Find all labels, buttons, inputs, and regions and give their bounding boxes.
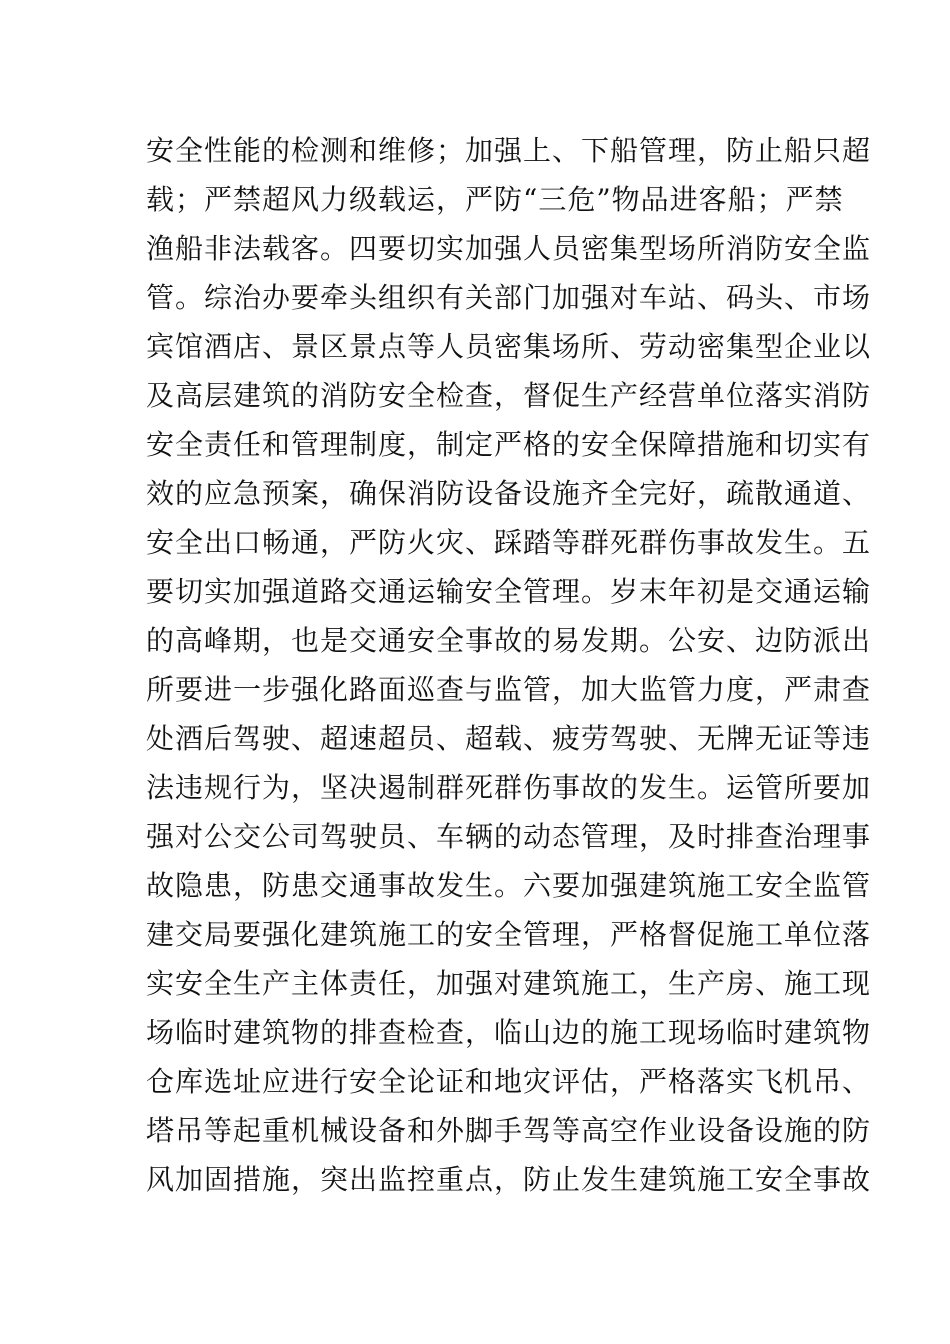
text-line: 故隐患，防患交通事故发生。六要加强建筑施工安全监管 bbox=[146, 869, 872, 902]
text-line: 安全责任和管理制度，制定严格的安全保障措施和切实有 bbox=[146, 428, 872, 461]
text-line: 所要进一步强化路面巡查与监管，加大监管力度，严肃查 bbox=[146, 673, 872, 706]
text-line: 管。综治办要牵头组织有关部门加强对车站、码头、市场 bbox=[146, 281, 872, 314]
text-line: 仓库选址应进行安全论证和地灾评估，严格落实飞机吊、 bbox=[146, 1065, 872, 1098]
text-line: 安全性能的检测和维修；加强上、下船管理，防止船只超 bbox=[146, 134, 872, 167]
text-line: 塔吊等起重机械设备和外脚手驾等高空作业设备设施的防 bbox=[146, 1114, 872, 1147]
text-line: 建交局要强化建筑施工的安全管理，严格督促施工单位落 bbox=[146, 918, 872, 951]
text-line: 法违规行为，坚决遏制群死群伤事故的发生。运管所要加 bbox=[146, 771, 872, 804]
text-line: 渔船非法载客。四要切实加强人员密集型场所消防安全监 bbox=[146, 232, 872, 265]
text-line: 宾馆酒店、景区景点等人员密集场所、劳动密集型企业以 bbox=[146, 330, 872, 363]
text-line: 载；严禁超风力级载运，严防“三危”物品进客船；严禁 bbox=[146, 183, 844, 216]
text-line: 场临时建筑物的排查检查，临山边的施工现场临时建筑物 bbox=[146, 1016, 872, 1049]
body-paragraph bbox=[146, 126, 872, 1204]
text-line: 及高层建筑的消防安全检查，督促生产经营单位落实消防 bbox=[146, 379, 872, 412]
text-line: 实安全生产主体责任，加强对建筑施工，生产房、施工现 bbox=[146, 967, 872, 1000]
text-line: 风加固措施，突出监控重点，防止发生建筑施工安全事故 bbox=[146, 1163, 872, 1196]
text-line: 安全出口畅通，严防火灾、踩踏等群死群伤事故发生。五 bbox=[146, 526, 872, 559]
text-line: 处酒后驾驶、超速超员、超载、疲劳驾驶、无牌无证等违 bbox=[146, 722, 872, 755]
text-line: 的高峰期，也是交通安全事故的易发期。公安、边防派出 bbox=[146, 624, 872, 657]
text-line: 强对公交公司驾驶员、车辆的动态管理，及时排查治理事 bbox=[146, 820, 872, 853]
text-line: 要切实加强道路交通运输安全管理。岁末年初是交通运输 bbox=[146, 575, 872, 608]
text-line: 效的应急预案，确保消防设备设施齐全完好，疏散通道、 bbox=[146, 477, 872, 510]
